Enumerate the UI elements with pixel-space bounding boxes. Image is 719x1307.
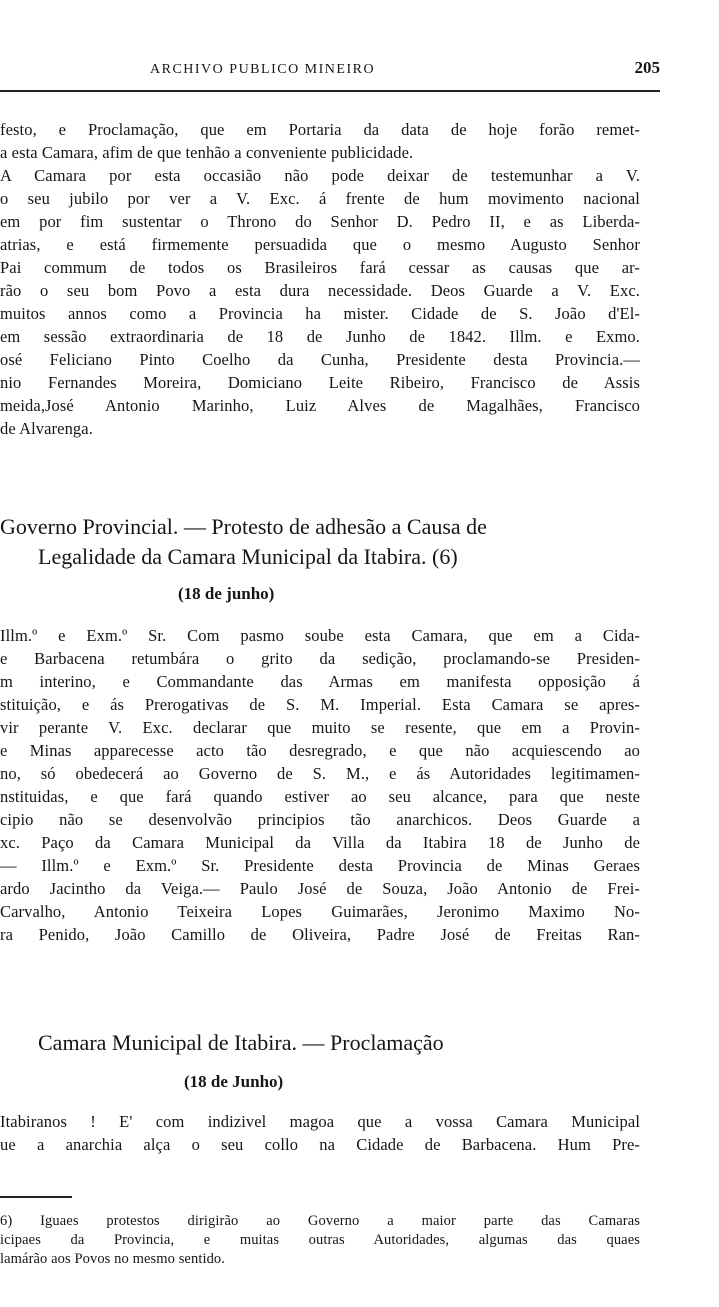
section-2-heading bbox=[0, 512, 700, 572]
text-line: muitos annos como a Provincia ha mister. Cidade de S. João d'El- bbox=[0, 304, 640, 323]
text-line: ardo Jacintho da Veiga.— Paulo José de Souza, João Antonio de Frei- bbox=[0, 879, 640, 898]
heading-line: Camara Municipal de Itabira. — Proclamação bbox=[38, 1030, 444, 1055]
footnote-divider bbox=[0, 1196, 72, 1198]
text-line: o seu jubilo por ver a V. Exc. á frente de hum movimento nacional bbox=[0, 189, 640, 208]
footnote-line: icipaes da Provincia, e muitas outras Autoridades, algumas das quaes bbox=[0, 1232, 640, 1248]
section-3-heading bbox=[38, 1028, 719, 1058]
text-line: a esta Camara, afim de que tenhão a conveniente publicidade. bbox=[0, 143, 414, 162]
section-2-date: (18 de junho) bbox=[178, 584, 275, 603]
section-3-text bbox=[0, 1110, 700, 1156]
text-line: de Alvarenga. bbox=[0, 419, 93, 438]
text-line: Carvalho, Antonio Teixeira Lopes Guimarães, Jeronimo Maximo No- bbox=[0, 902, 640, 921]
text-line: Illm.º e Exm.º Sr. Com pasmo soube esta Camara, que em a Cida- bbox=[0, 626, 640, 645]
text-line: em sessão extraordinaria de 18 de Junho de 1842. Illm. e Exmo. bbox=[0, 327, 640, 346]
footnote-line: 6) Iguaes protestos dirigirão ao Governo a maior parte das Camaras bbox=[0, 1213, 640, 1229]
text-line: stituição, e ás Prerogativas de S. M. Imperial. Esta Camara se apres- bbox=[0, 695, 640, 714]
header-divider bbox=[0, 90, 660, 92]
header-title: ARCHIVO PUBLICO MINEIRO bbox=[150, 62, 376, 77]
text-line: e Barbacena retumbára o grito da sedição, proclamando-se Presiden- bbox=[0, 649, 640, 668]
footnote-line: lamárão aos Povos no mesmo sentido. bbox=[0, 1251, 225, 1267]
text-line: vir perante V. Exc. declarar que muito se resente, que em a Provin- bbox=[0, 718, 640, 737]
text-line: m interino, e Commandante das Armas em manifesta opposição á bbox=[0, 672, 640, 691]
text-line: A Camara por esta occasião não pode deixar de testemunhar a V. bbox=[0, 166, 640, 185]
text-line: nio Fernandes Moreira, Domiciano Leite Ribeiro, Francisco de Assis bbox=[0, 373, 640, 392]
text-line: atrias, e está firmemente persuadida que o mesmo Augusto Senhor bbox=[0, 235, 640, 254]
text-line: Pai commum de todos os Brasileiros fará cessar as causas que ar- bbox=[0, 258, 640, 277]
page-number: 205 bbox=[634, 58, 660, 77]
text-line: rão o seu bom Povo a esta dura necessidade. Deos Guarde a V. Exc. bbox=[0, 281, 640, 300]
text-line: — Illm.º e Exm.º Sr. Presidente desta Provincia de Minas Geraes bbox=[0, 856, 640, 875]
heading-line: Legalidade da Camara Municipal da Itabira. (6) bbox=[38, 544, 458, 569]
text-line: nstituidas, e que fará quando estiver ao seu alcance, para que neste bbox=[0, 787, 640, 806]
section-3-date: (18 de Junho) bbox=[184, 1072, 284, 1091]
text-line: xc. Paço da Camara Municipal da Villa da Itabira 18 de Junho de bbox=[0, 833, 640, 852]
text-line: festo, e Proclamação, que em Portaria da data de hoje forão remet- bbox=[0, 120, 640, 139]
text-line: ue a anarchia alça o seu collo na Cidade de Barbacena. Hum Pre- bbox=[0, 1135, 640, 1154]
text-line: no, só obedecerá ao Governo de S. M., e ás Autoridades legitimamen- bbox=[0, 764, 640, 783]
section-2-text bbox=[0, 624, 700, 946]
section-1-text bbox=[0, 118, 700, 440]
text-line: osé Feliciano Pinto Coelho da Cunha, Presidente desta Provincia.— bbox=[0, 350, 640, 369]
text-line: e Minas apparecesse acto tão desregrado, e que não acquiescendo ao bbox=[0, 741, 640, 760]
text-line: em por fim sustentar o Throno do Senhor D. Pedro II, e as Liberda- bbox=[0, 212, 640, 231]
footnote bbox=[0, 1212, 700, 1269]
text-line: Itabiranos ! E' com indizivel magoa que a vossa Camara Municipal bbox=[0, 1112, 640, 1131]
text-line: ra Penido, João Camillo de Oliveira, Padre José de Freitas Ran- bbox=[0, 925, 640, 944]
running-header bbox=[0, 58, 660, 84]
text-line: cipio não se desenvolvão principios tão anarchicos. Deos Guarde a bbox=[0, 810, 640, 829]
heading-line: Governo Provincial. — Protesto de adhesão a Causa de bbox=[0, 514, 487, 539]
text-line: meida,José Antonio Marinho, Luiz Alves de Magalhães, Francisco bbox=[0, 396, 640, 415]
